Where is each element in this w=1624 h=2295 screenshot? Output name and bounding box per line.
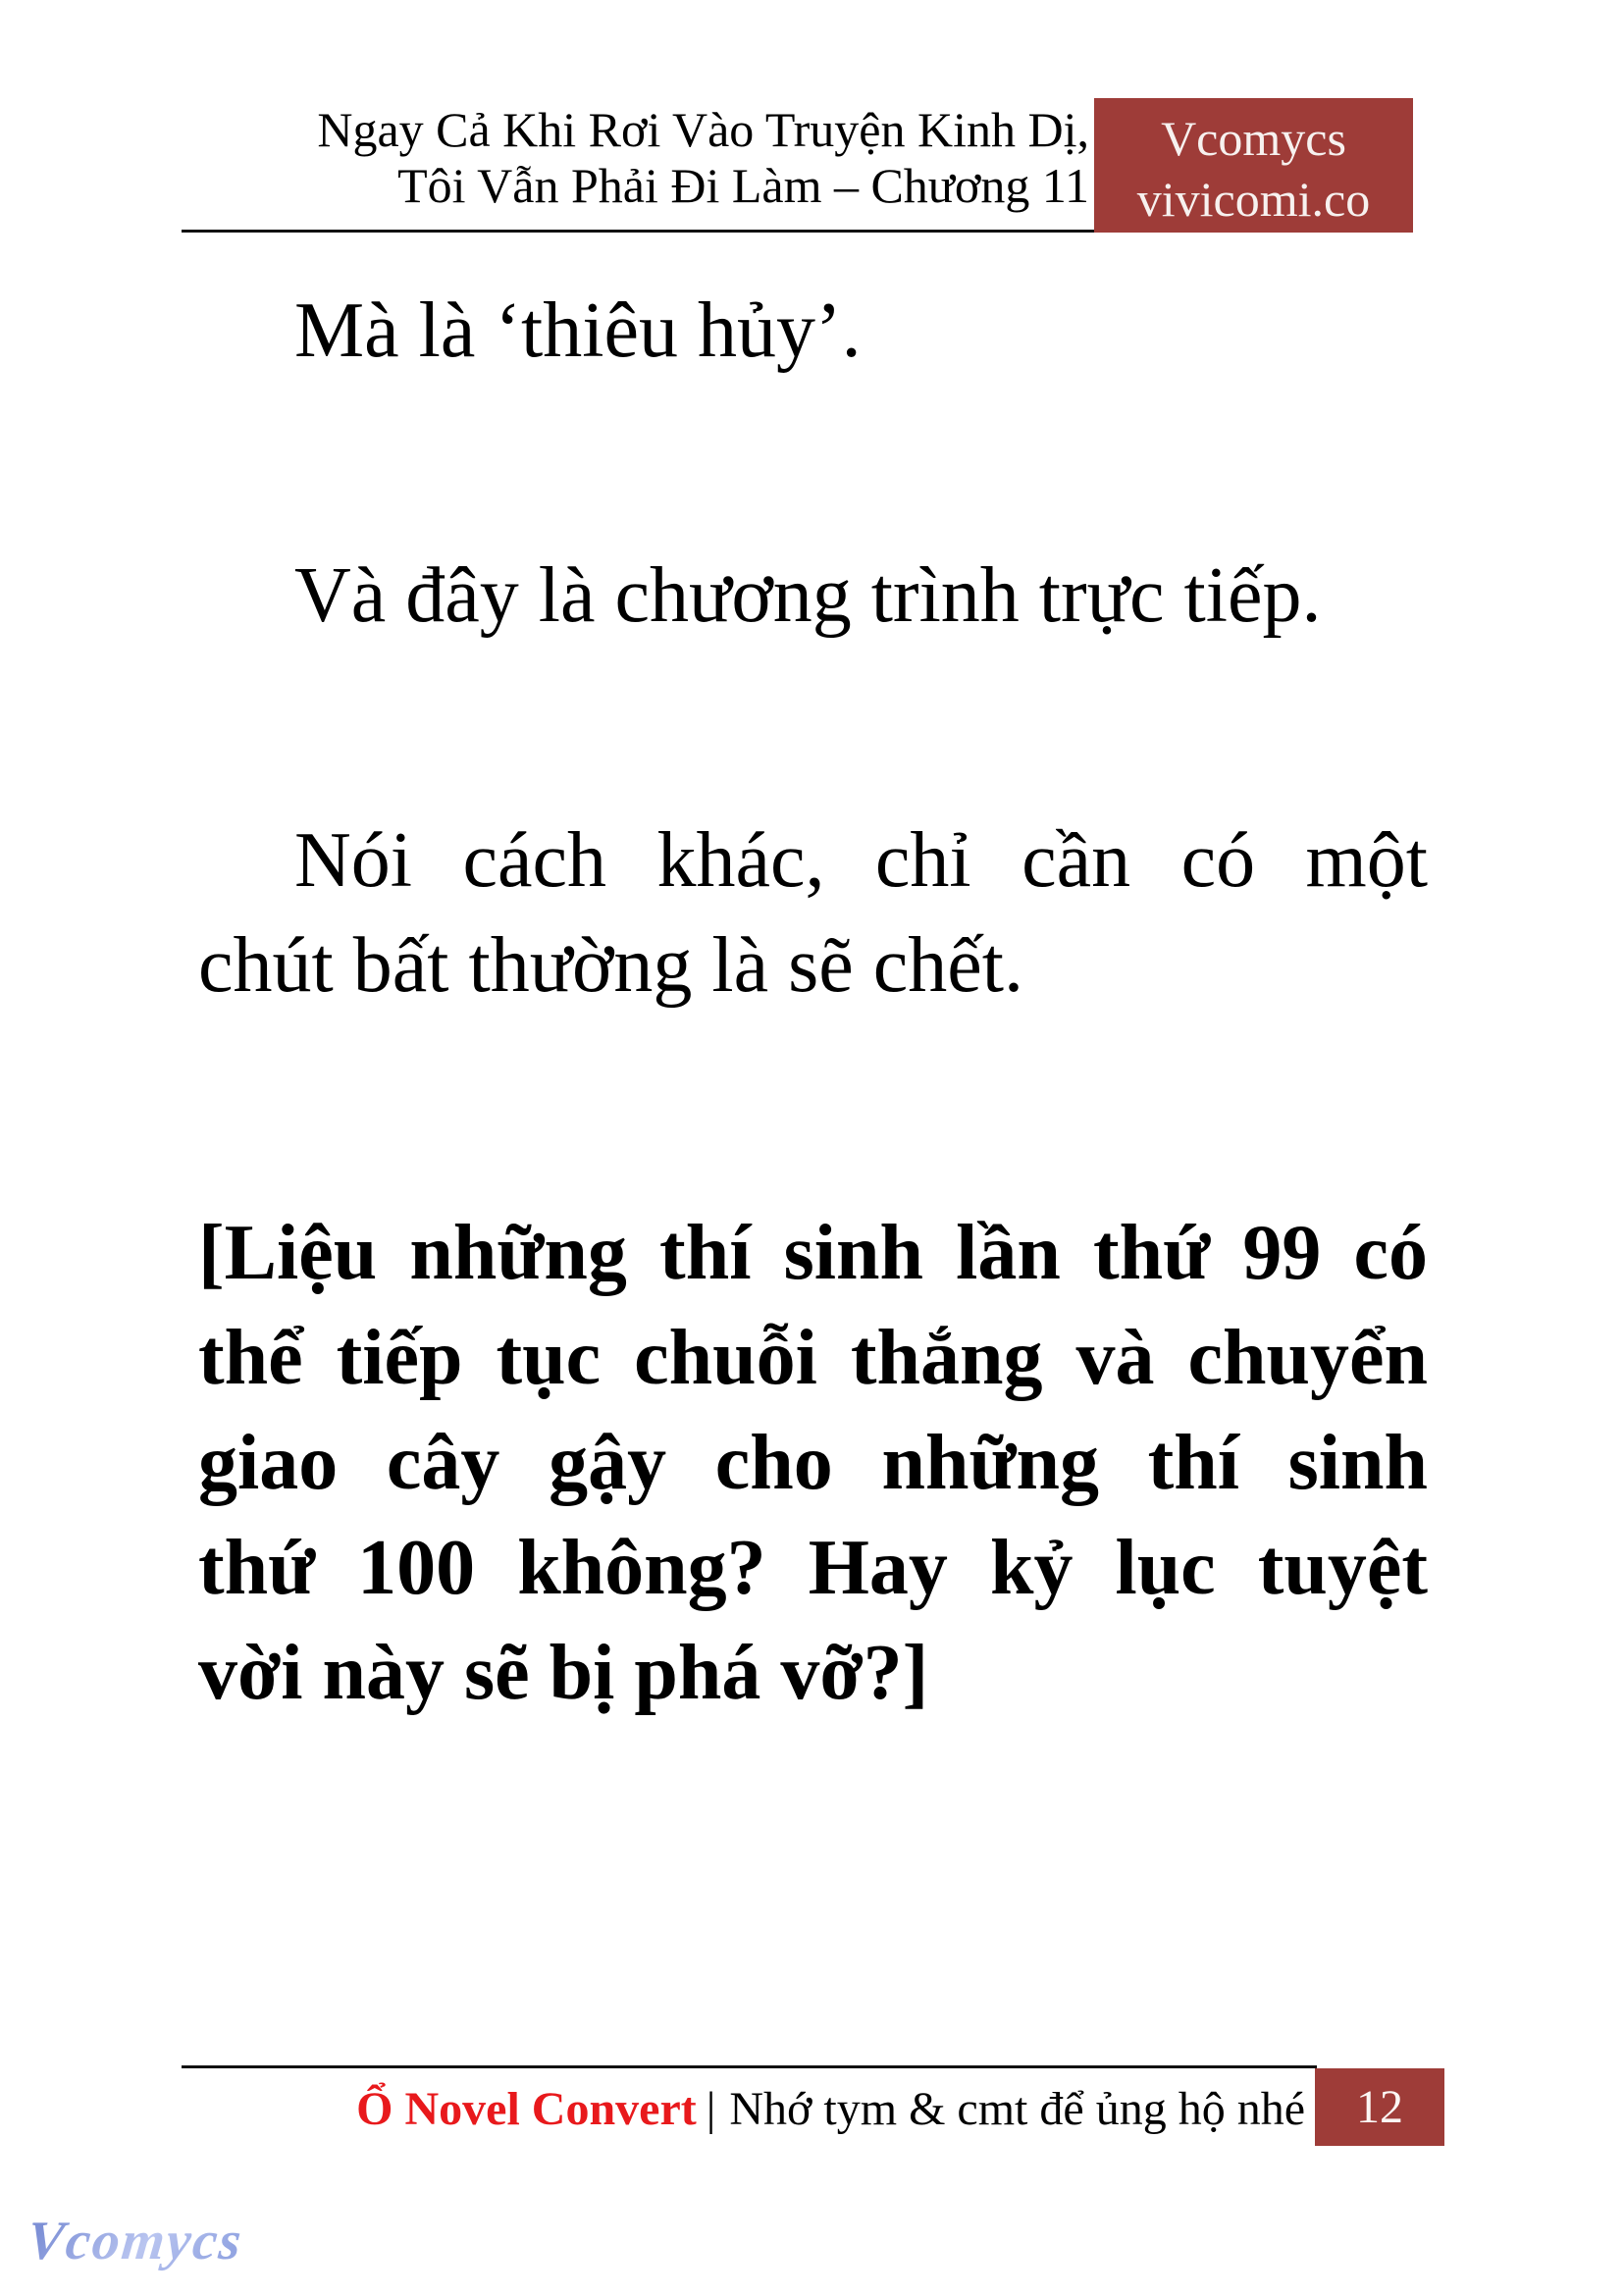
paragraph-line: Và đây là chương trình trực tiếp. (294, 552, 1322, 639)
title-line-2: Tôi Vẫn Phải Đi Làm – Chương 11 (397, 158, 1089, 213)
paragraph-line: giao cây gậy cho những thí sinh (198, 1420, 1428, 1506)
footer-separator: | (706, 2083, 716, 2135)
badge-site-url: vivicomi.co (1136, 172, 1371, 227)
paragraph-line: thứ 100 không? Hay kỷ lục tuyệt (198, 1525, 1428, 1611)
page-number-badge (1315, 2068, 1444, 2146)
page-number: 12 (1356, 2081, 1403, 2133)
paragraph-line: vời này sẽ bị phá vỡ?] (198, 1630, 929, 1716)
footer-credit (356, 2082, 1305, 2137)
paragraph-3 (198, 808, 1428, 1018)
footer-message: Nhớ tym & cmt để ủng hộ nhé (729, 2083, 1305, 2135)
paragraph-line: [Liệu những thí sinh lần thứ 99 có (198, 1210, 1428, 1296)
paragraph-line: Mà là ‘thiêu hủy’. (294, 287, 862, 374)
paragraph-line: thể tiếp tục chuỗi thắng và chuyển (198, 1315, 1428, 1401)
paragraph-4-bold (198, 1201, 1428, 1726)
site-badge (1094, 98, 1413, 233)
footer-divider (182, 2065, 1317, 2068)
paragraph-2 (198, 544, 1428, 649)
badge-site-name: Vcomycs (1161, 111, 1346, 166)
page-header-title (182, 102, 1089, 214)
paragraph-1 (198, 279, 1428, 384)
title-line-1: Ngay Cả Khi Rơi Vào Truyện Kinh Dị, (317, 102, 1089, 157)
paragraph-line: chút bất thường là sẽ chết. (198, 922, 1023, 1009)
footer-brand: Ổ Novel Convert (356, 2083, 697, 2135)
paragraph-line: Nói cách khác, chỉ cần có một (294, 817, 1428, 904)
vcomycs-watermark-logo: Vcomycs (24, 2211, 246, 2271)
